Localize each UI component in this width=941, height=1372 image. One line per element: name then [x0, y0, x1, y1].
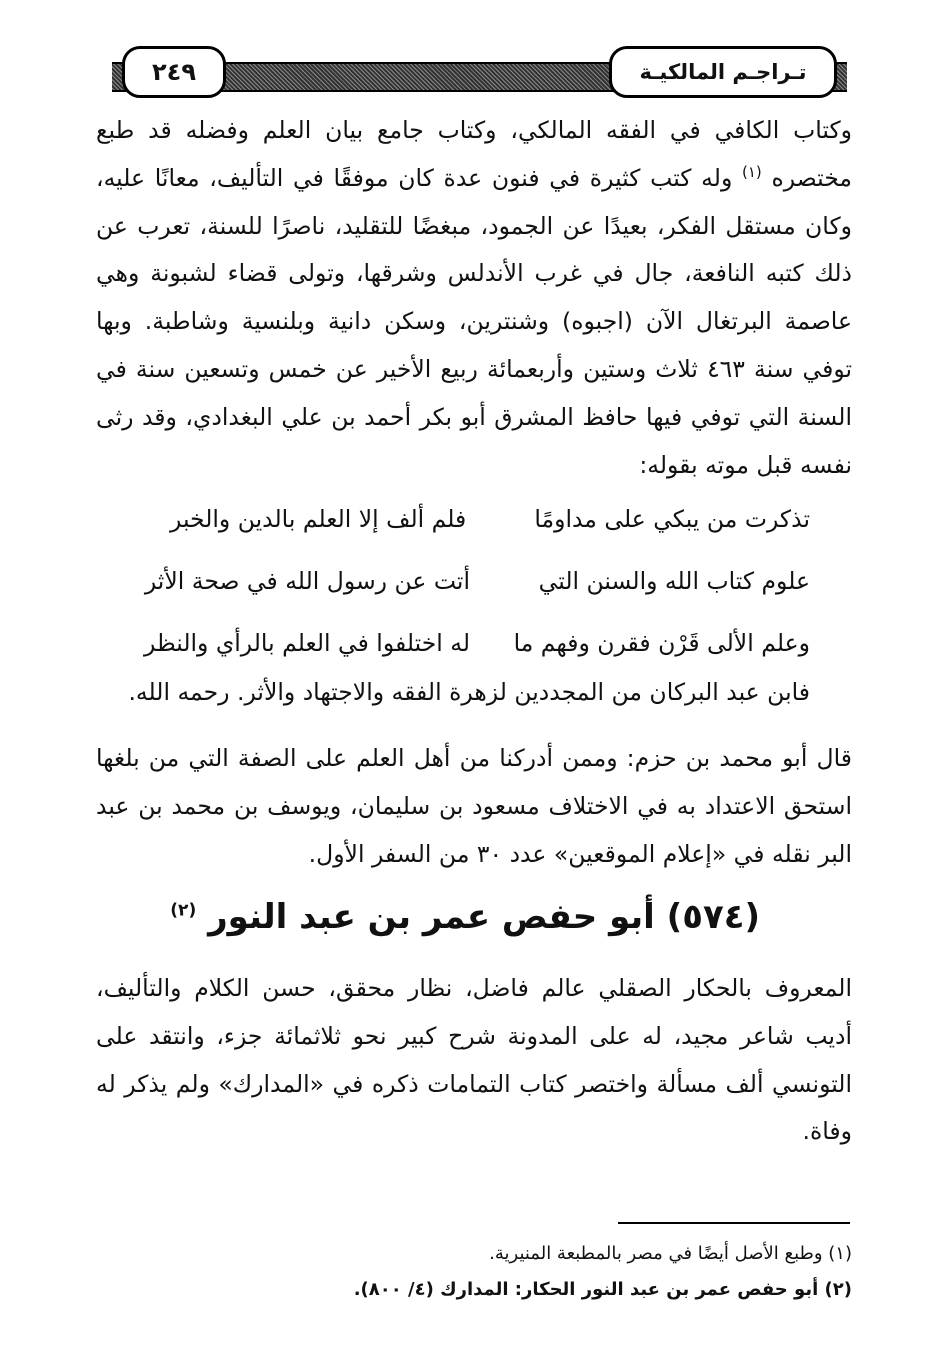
- verse-second-hemistich: أتت عن رسول الله في صحة الأثر: [144, 567, 470, 595]
- verse-first-hemistich: علوم كتاب الله والسنن التي: [538, 567, 810, 595]
- verse-second-hemistich: فلم ألف إلا العلم بالدين والخبر: [170, 505, 467, 533]
- poem-closing-line: فابن عبد البركان من المجددين لزهرة الفقه والاجتهاد والأثر. رحمه الله.: [128, 678, 810, 706]
- footnotes: [300, 1236, 852, 1308]
- intro-text-part-1: وكتاب الكافي في الفقه المالكي، وكتاب جامع بيان العلم وفضله قد طبع مختصره: [96, 116, 852, 192]
- page-header: [112, 40, 847, 102]
- footnote-ref-2: (٢): [170, 900, 197, 921]
- verse-second-hemistich: له اختلفوا في العلم بالرأي والنظر: [144, 629, 470, 657]
- intro-paragraph: [96, 107, 852, 489]
- poem-verse: [144, 612, 810, 674]
- page-number: ٢٤٩: [122, 46, 226, 98]
- footnote-separator: [618, 1222, 850, 1224]
- poem-verse: [144, 550, 810, 612]
- running-title: تـراجـم المالكيـة: [609, 46, 837, 98]
- footnote-1: (١) وطبع الأصل أيضًا في مصر بالمطبعة المنيرية.: [489, 1243, 852, 1264]
- verse-first-hemistich: وعلم الألى قَرْن فقرن وفهم ما: [513, 629, 810, 657]
- footnote-2: (٢) أبو حفص عمر بن عبد النور الحكار: المدارك (٤/ ٨٠٠).: [353, 1279, 852, 1300]
- poem-verse: [170, 488, 810, 550]
- ibn-hazm-quote-paragraph: قال أبو محمد بن حزم: وممن أدركنا من أهل العلم على الصفة التي من بلغها استحق الاعتداد به في الاختلاف مسعود بن سليمان، ويوسف بن محمد بن عبد البر نقله في «إعلام الموقعين» عدد ٣٠ من السفر الأول.: [96, 744, 852, 868]
- biography-paragraph: المعروف بالحكار الصقلي عالم فاضل، نظار محقق، حسن الكلام والتأليف، أديب شاعر مجيد، له على المدونة شرح كبير نحو ثلاثمائة جزء، وانتقد على التونسي ألف مسألة واختصر كتاب التمامات ذكره في «المدارك» ولم يذكر له وفاة.: [96, 974, 852, 1146]
- verse-first-hemistich: تذكرت من يبكي على مداومًا: [534, 505, 810, 533]
- footnote-ref-1: (١): [742, 162, 762, 181]
- biography-heading: [170, 897, 760, 937]
- intro-text-part-2: وله كتب كثيرة في فنون عدة كان موفقًا في التأليف، معانًا عليه، وكان مستقل الفكر، بعيدًا عن الجمود، مبغضًا للتقليد، ناصرًا للسنة، تعرب عن ذلك كتبه النافعة، جال في غرب الأندلس وشرقها، وتولى قضاء لشبونة وهي عاصمة البرتغال الآن (اجبوه) وشنترين، وسكن دانية وبلنسية وشاطبة. وبها توفي سنة ٤٦٣ ثلاث وستين وأربعمائة ربيع الأخير عن خمس وتسعين سنة في السنة التي توفي فيها حافظ المشرق أبو بكر أحمد بن علي البغدادي، وقد رثى نفسه قبل موته بقوله:: [96, 163, 853, 479]
- heading-text: (٥٧٤) أبو حفص عمر بن عبد النور: [208, 897, 760, 937]
- poem: [128, 488, 810, 706]
